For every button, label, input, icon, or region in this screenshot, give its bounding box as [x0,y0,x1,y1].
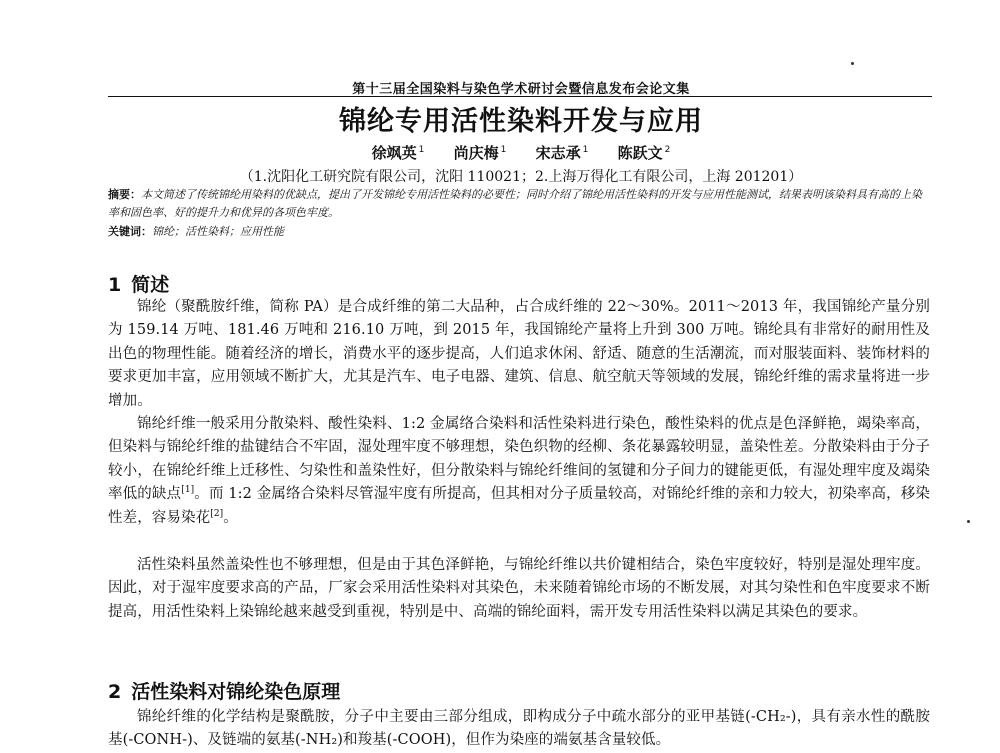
keywords-text: 锦纶；活性染料；应用性能 [152,225,284,238]
author: 尚庆梅 $^1$ [453,144,507,162]
keywords-label: 关键词： [108,225,152,238]
abstract-text: 本文简述了传统锦纶用染料的优缺点，提出了开发锦纶专用活性染料的必要性；同时介绍了锦纶用活性染料的开发与应用性能测试，结果表明该染料具有高的上染率和固色率、好的提升力和优异的各项色牢度。 [108,188,922,219]
keywords [108,223,932,239]
abstract [108,186,932,222]
section-heading: 1 简述 [108,274,170,296]
author: 陈跃文 $^2$ [617,144,671,162]
paragraph: 锦纶纤维一般采用分散染料、酸性染料、1:2 金属络合染料和活性染料进行染色，酸性染料的优点是色泽鲜艳，竭染率高，但染料与锦纶纤维的盐键结合不牢固，湿处理牢度不够理想，染色织物的经柳、条花暴露较明显，盖染性差。分散染料由于分子较小，在锦纶纤维上迁移性、匀染性和盖染性好，但分散染料与锦纶纤维间的氢键和分子间力的键能更低，有湿处理牢度及竭染率低的缺点[1]。而 1:2 金属络合染料尽管湿牢度有所提高，但其相对分子质量较高，对锦纶纤维的亲和力较大，初染率高，移染性差，容易染花[2]。 [108,416,931,526]
running-header: 第十三届全国染料与染色学术研讨会暨信息发布会论文集 [352,82,690,97]
section-heading: 2 活性染料对锦纶染色原理 [108,681,341,703]
abstract-label: 摘要： [108,188,141,201]
affiliation: （1.沈阳化工研究院有限公司，沈阳 110021；2.上海万得化工有限公司，上海 201201） [239,169,803,185]
scan-speck [967,520,970,523]
paragraph: 锦纶纤维的化学结构是聚酰胺，分子中主要由三部分组成，即构成分子中疏水部分的亚甲基链(-CH₂-)，具有亲水性的酰胺基(-CONH-)、及链端的氨基(-NH₂)和羧基(-COOH)，但作为染座的端氨基含量较低。 [108,709,930,749]
author-list [112,142,930,163]
paper-title: 锦纶专用活性染料开发与应用 [339,106,703,137]
citation: [2] [210,508,224,519]
author: 徐飒英 $^1$ [371,144,425,162]
scan-speck [851,62,854,65]
paragraph: 锦纶（聚酰胺纤维，简称 PA）是合成纤维的第二大品种，占合成纤维的 22～30%。2011～2013 年，我国锦纶产量分别为 159.14 万吨、181.46 万吨和 216.10 万吨，到 2015 年，我国锦纶产量将上升到 300 万吨。锦纶具有非常好的耐用性及出色的物理性能。随着经济的增长，消费水平的逐步提高，人们追求休闲、舒适、随意的生活潮流，而对服装面料、装饰材料的要求更加丰富，应用领域不断扩大，尤其是汽车、电子电器、建筑、信息、航空航天等领域的发展，锦纶纤维的需求量将进一步增加。 [108,299,930,409]
citation: [1] [181,485,195,496]
author: 宋志承 $^1$ [535,144,589,162]
header-rule [108,96,932,97]
paragraph: 活性染料虽然盖染性也不够理想，但是由于其色泽鲜艳，与锦纶纤维以共价键相结合，染色牢度较好，特别是湿处理牢度。因此，对于湿牢度要求高的产品，厂家会采用活性染料对其染色，未来随着锦纶市场的不断发展，对其匀染性和色牢度要求不断提高，用活性染料上染锦纶越来越受到重视，特别是中、高端的锦纶面料，需开发专用活性染料以满足其染色的要求。 [108,557,930,620]
